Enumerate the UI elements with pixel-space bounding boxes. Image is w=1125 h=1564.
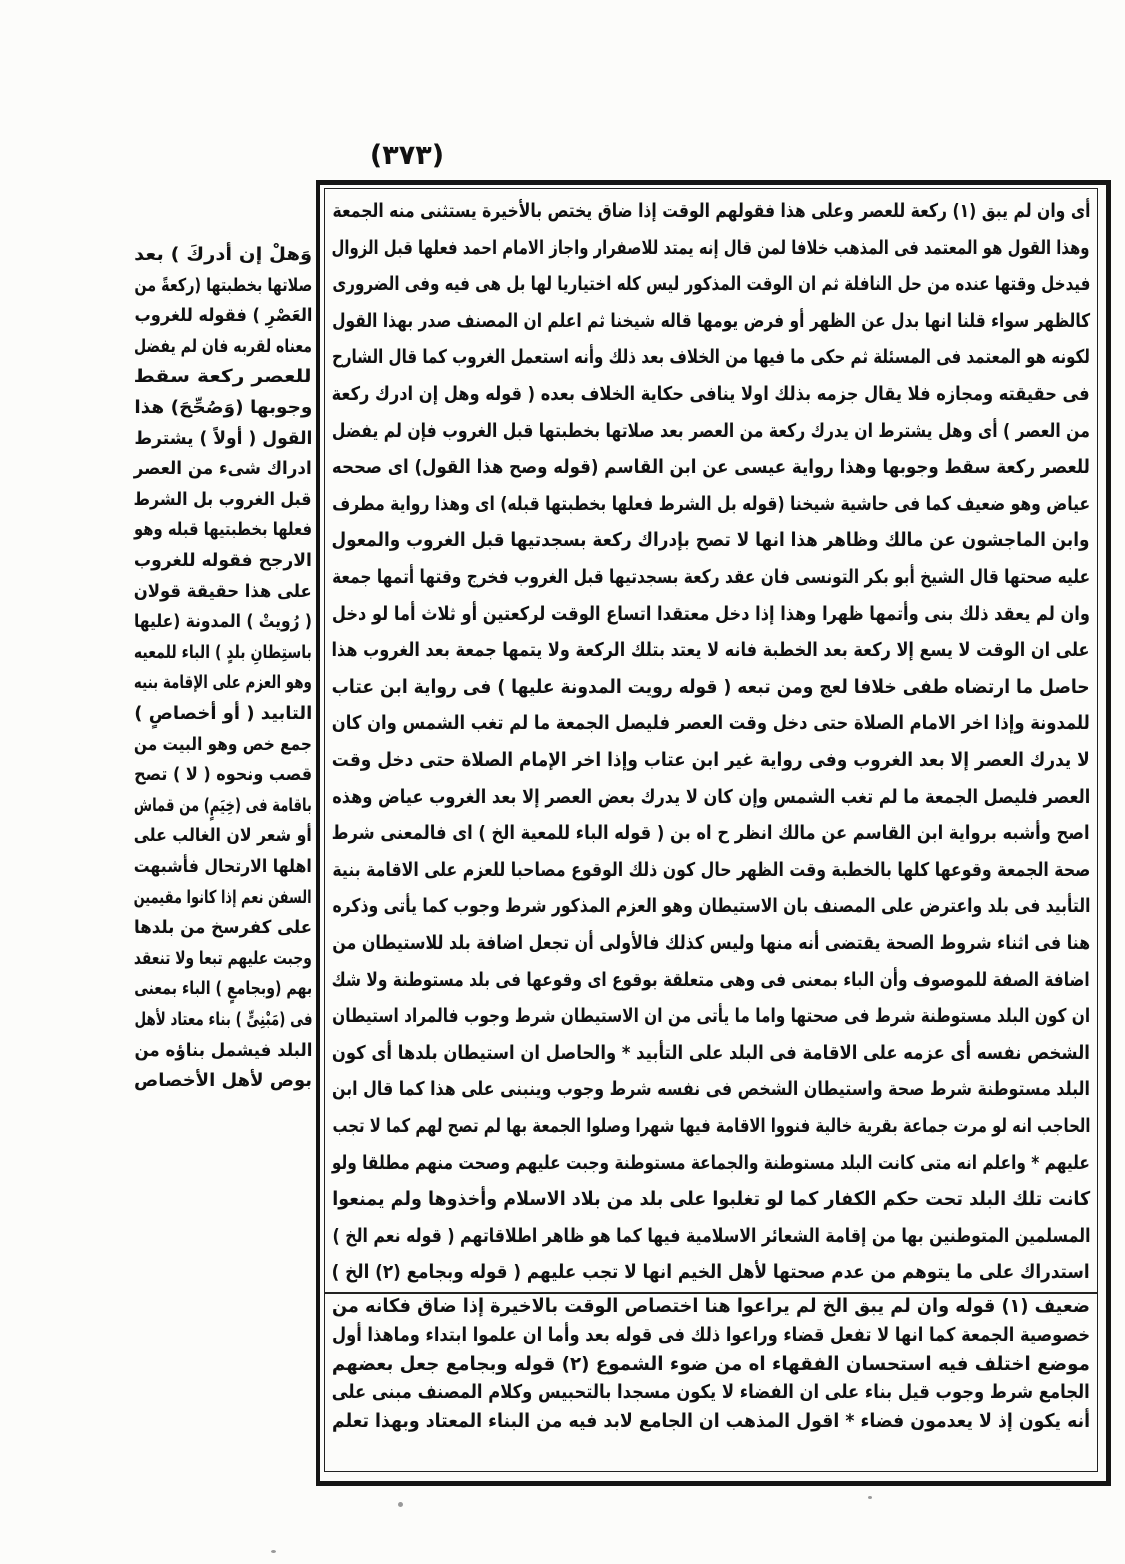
page-number: (٣٧٣) — [369, 140, 445, 171]
main-text-line-text: العصر فليصل الجمعة ما لم تغب الشمس وإن كان لا يدرك بعض العصر إلا بعد الغروب عياض وهذه — [332, 785, 1090, 808]
scan-speck — [271, 1550, 276, 1553]
main-text-line-text: فيدخل وقتها عنده من حل النافلة ثم ان الوقت المذكور ليس كله اختياريا لها بل هى فيه وفى الضرورى — [332, 273, 1090, 296]
main-text-line-text: ان كون البلد مستوطنة شرط فى صحتها واما ما يأتى من ان الاستيطان شرط وجوب فالمراد استيطان — [332, 1005, 1090, 1028]
main-text-line-text: هنا فى اثناء شروط الصحة يقتضى أنه منها وليس كذلك فالأولى أن تجعل اضافة بلد للاستيطان من — [332, 932, 1090, 954]
margin-text-line-text: باستِطانِ بلدٍ ) الباء للمعيه — [134, 641, 312, 663]
footnote-separator — [324, 1292, 1098, 1294]
main-text-line-text: لكونه هو المعتمد فى المسئلة ثم حكى ما فيها من الخلاف بعد ذلك وأنه استعمل الغروب كما قال الشارح — [332, 346, 1090, 369]
main-text-line-text: اصح وأشبه برواية ابن القاسم عن مالك انظر ح اه بن ( قوله الباء للمعية الخ ) اى فالمعنى شرط — [332, 822, 1090, 845]
margin-text-line-text: وَهلْ إن أدركَ ) بعد — [134, 244, 312, 265]
main-text-line-text: الشخص نفسه أى عزمه على الاقامة فى البلد على التأبيد * والحاصل ان استيطان بلدها أى كون — [332, 1041, 1090, 1064]
footnote-line-text: خصوصية الجمعة كما انها لا تفعل قضاء وراعوا ذلك فى قوله بعد وأما ان علموا ابتداء وماهذا أول — [332, 1323, 1090, 1346]
margin-text-line-text: قبل الغروب بل الشرط — [134, 488, 312, 510]
footnote-line-text: ضعيف (١) قوله وان لم يبق الخ لم يراعوا هنا اختصاص الوقت بالاخيرة إذا ضاق فكانه من — [332, 1295, 1090, 1317]
main-text-line-text: اضافة الصفة للموصوف وأن الباء بمعنى فى وهى متعلقة بوقوع اى وقوعها فى بلد مستوطنة ولا شك — [332, 968, 1090, 991]
footnote-line-text: موضع اختلف فيه استحسان الفقهاء اه من ضوء الشموع (٢) قوله وبجامع جعل بعضهم — [332, 1352, 1090, 1375]
margin-text-line-text: العَصْرِ ) فقوله للغروب — [134, 305, 312, 327]
scan-speck — [398, 1502, 403, 1507]
margin-text-line-text: ( رُويتْ ) المدونة (عليها — [134, 611, 312, 633]
margin-text-line-text: وجوبها (وَصُحِّحَ) هذا — [134, 397, 312, 418]
main-text-line-text: على ان الوقت لا يسع إلا ركعة بعد الخطبة فانه لا يعتد بتلك الركعة ولا يتمها جمعة بعد الغروب هذا — [332, 639, 1090, 662]
margin-text-line-text: القول ( أولاً ) يشترط — [134, 427, 312, 449]
main-text-line-text: لا يدرك العصر إلا بعد الغروب وفى رواية غير ابن عتاب وإذا اخر الإمام الصلاة حتى دخل وقت — [332, 749, 1090, 771]
margin-text-line-text: بوص لأهل الأخصاص — [134, 1070, 312, 1092]
main-text-line-text: عليه صحتها قال الشيخ أبو بكر التونسى فان عقد ركعة بسجدتيها قبل الغروب فخرج وقتها أتمها جمعة — [332, 566, 1090, 588]
margin-text-line-text: جمع خص وهو البيت من — [134, 733, 312, 755]
main-text-line-text: كالظهر سواء قلنا انها بدل عن الظهر أو فرض يومها قاله شيخنا ثم اعلم ان المصنف صدر بهذا القول — [332, 309, 1090, 332]
main-text-line-text: عياض وهو ضعيف كما فى حاشية شيخنا (قوله بل الشرط فعلها بخطبتها قبله) اى وهذا رواية مطرف — [332, 492, 1090, 515]
margin-text-line-text: على كفرسخ من بلدها — [134, 917, 312, 939]
margin-text-line-text: فى (مَبْنِىٍّ ) بناء معتاد لأهل — [134, 1009, 312, 1030]
main-text-line-text: وابن الماجشون عن مالك وظاهر هذا انها لا تصح بإدراك ركعة بسجدتيها قبل الغروب والمعول — [332, 529, 1090, 552]
margin-text-line-text: بهم (وبجامعٍ ) الباء بمعنى — [134, 978, 312, 1000]
footnote-line-text: الجامع شرط وجوب قيل بناء على ان الفضاء لا يكون مسجدا بالتحبيس وكلام المصنف مبنى على — [332, 1381, 1090, 1404]
main-text-line-text: البلد مستوطنة شرط صحة واستيطان الشخص فى نفسه شرط وجوب وينبنى على هذا كما قال ابن — [332, 1078, 1090, 1101]
margin-text-line-text: الارجح فقوله للغروب — [134, 550, 312, 571]
main-text-line-text: التأبيد فى بلد واعترض على المصنف بان الاستيطان وهو العزم المذكور شرط وجوب كما يأتى وذكره — [332, 895, 1090, 918]
main-text-line-text: وهذا القول هو المعتمد فى المذهب خلافا لمن قال إنه يمتد للاصفرار واجاز الامام احمد فعلها قبل الزوال — [332, 236, 1090, 259]
main-text-line-text: صحة الجمعة وقوعها كلها بالخطبة وقت الظهر حال كون ذلك الوقوع مصاحبا للعزم على الاقامة بنية — [332, 858, 1090, 881]
main-text-line-text: كانت تلك البلد تحت حكم الكفار كما لو تغلبوا على بلد من بلاد الاسلام وأخذوها ولم يمنعوا — [332, 1188, 1090, 1211]
main-text-line-text: فى حقيقته ومجازه فلا يقال جزمه بذلك اولا ينافى حكاية الخلاف بعده ( قوله وهل إن ادرك ركعة — [332, 383, 1090, 405]
margin-text-line-text: للعصر ركعة سقط — [134, 366, 312, 388]
main-text-line-text: استدراك على ما يتوهم من عدم صحتها لأهل الخيم انها لا تجب عليهم ( قوله وبجامع (٢) الخ ) — [332, 1261, 1090, 1284]
main-text-line-text: أى وان لم يبق (١) ركعة للعصر وعلى هذا فقولهم الوقت إذا ضاق يختص بالأخيرة يستثنى منه الجمعة — [332, 200, 1090, 222]
margin-text-line-text: التابيد ( أو أخصاصٍ ) — [134, 703, 312, 724]
margin-text-line-text: وجبت عليهم تبعا ولا تنعقد — [134, 947, 312, 969]
scan-speck — [868, 1496, 872, 1499]
margin-text-line-text: باقامة فى (خِيَمٍ) من قماش — [134, 794, 312, 816]
main-text-line-text: للمدونة وإذا اخر الامام الصلاة حتى دخل وقت العصر فليصل الجمعة ما لم تغب الشمس وان كان — [332, 712, 1090, 735]
margin-text-line-text: اهلها الارتحال فأشبهت — [134, 856, 312, 877]
main-text-line-text: من العصر ) أى وهل يشترط ان يدرك ركعة من العصر بعد صلاتها بخطبتها قبل الغروب فإن لم يفضل — [332, 419, 1090, 442]
margin-text-line-text: على هذا حقيقة قولان — [134, 580, 312, 602]
margin-text-line-text: وهو العزم على الإقامة بنيه — [134, 672, 312, 694]
main-text-line-text: المسلمين المتوطنين بها من إقامة الشعائر الاسلامية فيها كما هو ظاهر اطلاقاتهم ( قوله نعم الخ ) — [332, 1224, 1090, 1247]
margin-text-line-text: البلد فيشمل بناؤه من — [134, 1039, 312, 1061]
margin-text-line-text: صلاتها بخطبتها (ركعةً من — [134, 274, 312, 296]
main-text-line-text: وان لم يعقد ذلك بنى وأتمها ظهرا وهذا إذا دخل معتقدا اتساع الوقت لركعتين أو ثلاث أما لو دخل — [332, 602, 1090, 625]
margin-text-line-text: السفن نعم إذا كانوا مقيمين — [134, 886, 312, 908]
margin-text-line-text: ادراك شىء من العصر — [134, 458, 312, 480]
margin-text-line-text: فعلها بخطبتيها قبله وهو — [134, 519, 312, 541]
margin-text-line-text: قصب ونحوه ( لا ) تصح — [134, 764, 312, 786]
main-text-line-text: للعصر ركعة سقط وجوبها وهذا رواية عيسى عن ابن القاسم (قوله وصح هذا القول) اى صححه — [332, 456, 1090, 479]
margin-text-line-text: معناه لقربه فان لم يفضل — [134, 335, 312, 357]
main-text-line-text: عليهم * واعلم انه متى كانت البلد مستوطنة والجماعة مستوطنة وجبت عليهم وصحت منهم مطلقا ولو — [332, 1151, 1090, 1174]
footnote-line-text: أنه يكون إذ لا يعدمون فضاء * اقول المذهب ان الجامع لابد فيه من البناء المعتاد وبهذا تعلم — [332, 1410, 1090, 1433]
margin-text-line-text: أو شعر لان الغالب على — [134, 825, 312, 847]
main-text-line-text: الحاجب انه لو مرت جماعة بقرية خالية فنووا الاقامة فيها شهرا وصلوا الجمعة بها لم تصح لهم كما لا تجب — [332, 1115, 1090, 1137]
main-text-line-text: حاصل ما ارتضاه طفى خلافا لعج ومن تبعه ( قوله رويت المدونة عليها ) فى رواية ابن عتاب — [332, 675, 1090, 698]
